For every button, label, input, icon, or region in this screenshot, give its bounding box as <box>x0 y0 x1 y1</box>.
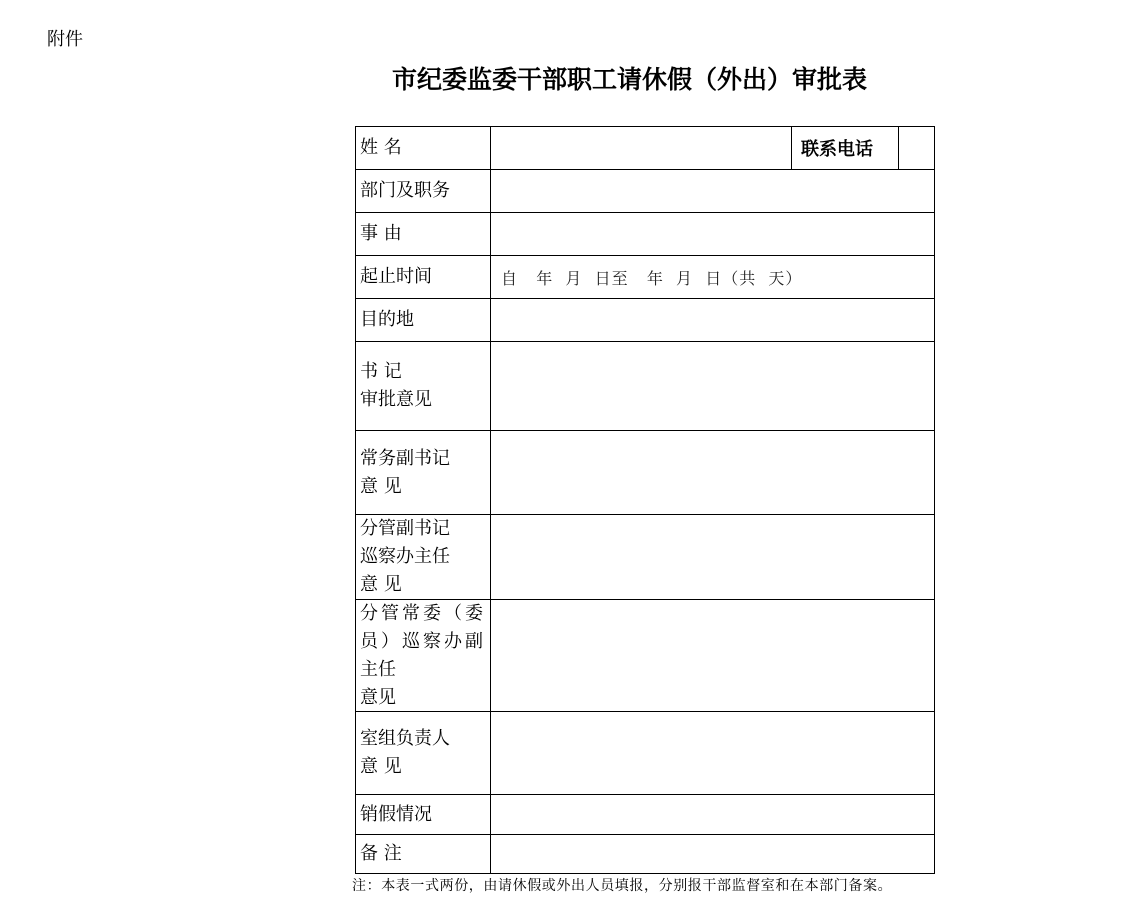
committee-label-cell <box>356 600 491 711</box>
period-value-cell[interactable] <box>491 256 934 298</box>
office-head-label-cell <box>356 712 491 794</box>
remarks-value-cell[interactable] <box>491 835 934 873</box>
secretary-label-cell <box>356 342 491 430</box>
row-cancel-leave <box>356 795 934 835</box>
row-destination <box>356 299 934 342</box>
dept-label-cell <box>356 170 491 212</box>
committee-label-line2: 员）巡察办副 <box>360 630 486 652</box>
phone-label-cell <box>791 127 899 169</box>
period-label-cell <box>356 256 491 298</box>
row-name <box>356 127 934 170</box>
office-head-label-line1: 室组负责人 <box>360 728 450 749</box>
exec-deputy-label-line1: 常务副书记 <box>360 447 450 469</box>
name-label-cell <box>356 127 491 169</box>
row-remarks <box>356 835 934 873</box>
remarks-label: 备 注 <box>360 843 402 864</box>
cancel-label-cell <box>356 795 491 834</box>
committee-label-line4: 意见 <box>360 686 396 708</box>
deputy-label-line2: 巡察办主任 <box>360 546 450 567</box>
deputy-label-line3: 意 见 <box>360 574 402 595</box>
form-title: 市纪委监委干部职工请休假（外出）审批表 <box>392 65 868 94</box>
deputy-label-cell <box>356 515 491 599</box>
committee-opinion-cell[interactable] <box>491 600 934 711</box>
exec-deputy-label-line2: 意 见 <box>360 475 402 497</box>
attachment-label: 附件 <box>47 29 83 50</box>
cancel-value-cell[interactable] <box>491 795 934 834</box>
office-head-label-line2: 意 见 <box>360 756 402 777</box>
reason-value-cell[interactable] <box>491 213 934 255</box>
row-period <box>356 256 934 299</box>
secretary-opinion-cell[interactable] <box>491 342 934 430</box>
name-value-cell[interactable] <box>491 127 934 169</box>
remarks-label-cell <box>356 835 491 873</box>
office-head-opinion-cell[interactable] <box>491 712 934 794</box>
destination-label: 目的地 <box>360 309 414 330</box>
secretary-label-line1: 书 记 <box>360 361 402 382</box>
name-label: 姓 名 <box>360 137 402 158</box>
committee-label-line1: 分管常委（委 <box>360 602 486 624</box>
row-secretary <box>356 342 934 431</box>
destination-value-cell[interactable] <box>491 299 934 341</box>
dept-label: 部门及职务 <box>360 180 450 201</box>
phone-label: 联系电话 <box>801 139 873 160</box>
period-value: 自 年 月 日至 年 月 日（共 天） <box>501 268 803 288</box>
reason-label-cell <box>356 213 491 255</box>
row-deputy <box>356 515 934 600</box>
cancel-label: 销假情况 <box>360 803 432 825</box>
committee-label-line3: 主任 <box>360 658 396 680</box>
deputy-label-line1: 分管副书记 <box>360 518 450 539</box>
period-label: 起止时间 <box>360 266 432 287</box>
row-dept <box>356 170 934 213</box>
exec-deputy-opinion-cell[interactable] <box>491 431 934 514</box>
destination-label-cell <box>356 299 491 341</box>
phone-value-cell[interactable] <box>899 127 934 169</box>
exec-deputy-label-cell <box>356 431 491 514</box>
row-committee <box>356 600 934 712</box>
reason-label: 事 由 <box>360 223 402 244</box>
row-reason <box>356 213 934 256</box>
deputy-opinion-cell[interactable] <box>491 515 934 599</box>
secretary-label-line2: 审批意见 <box>360 389 432 410</box>
footnote: 注：本表一式两份，由请休假或外出人员填报，分别报干部监督室和在本部门备案。 <box>352 878 893 894</box>
leave-approval-form <box>355 126 935 874</box>
row-exec-deputy <box>356 431 934 515</box>
dept-value-cell[interactable] <box>491 170 934 212</box>
row-office-head <box>356 712 934 795</box>
